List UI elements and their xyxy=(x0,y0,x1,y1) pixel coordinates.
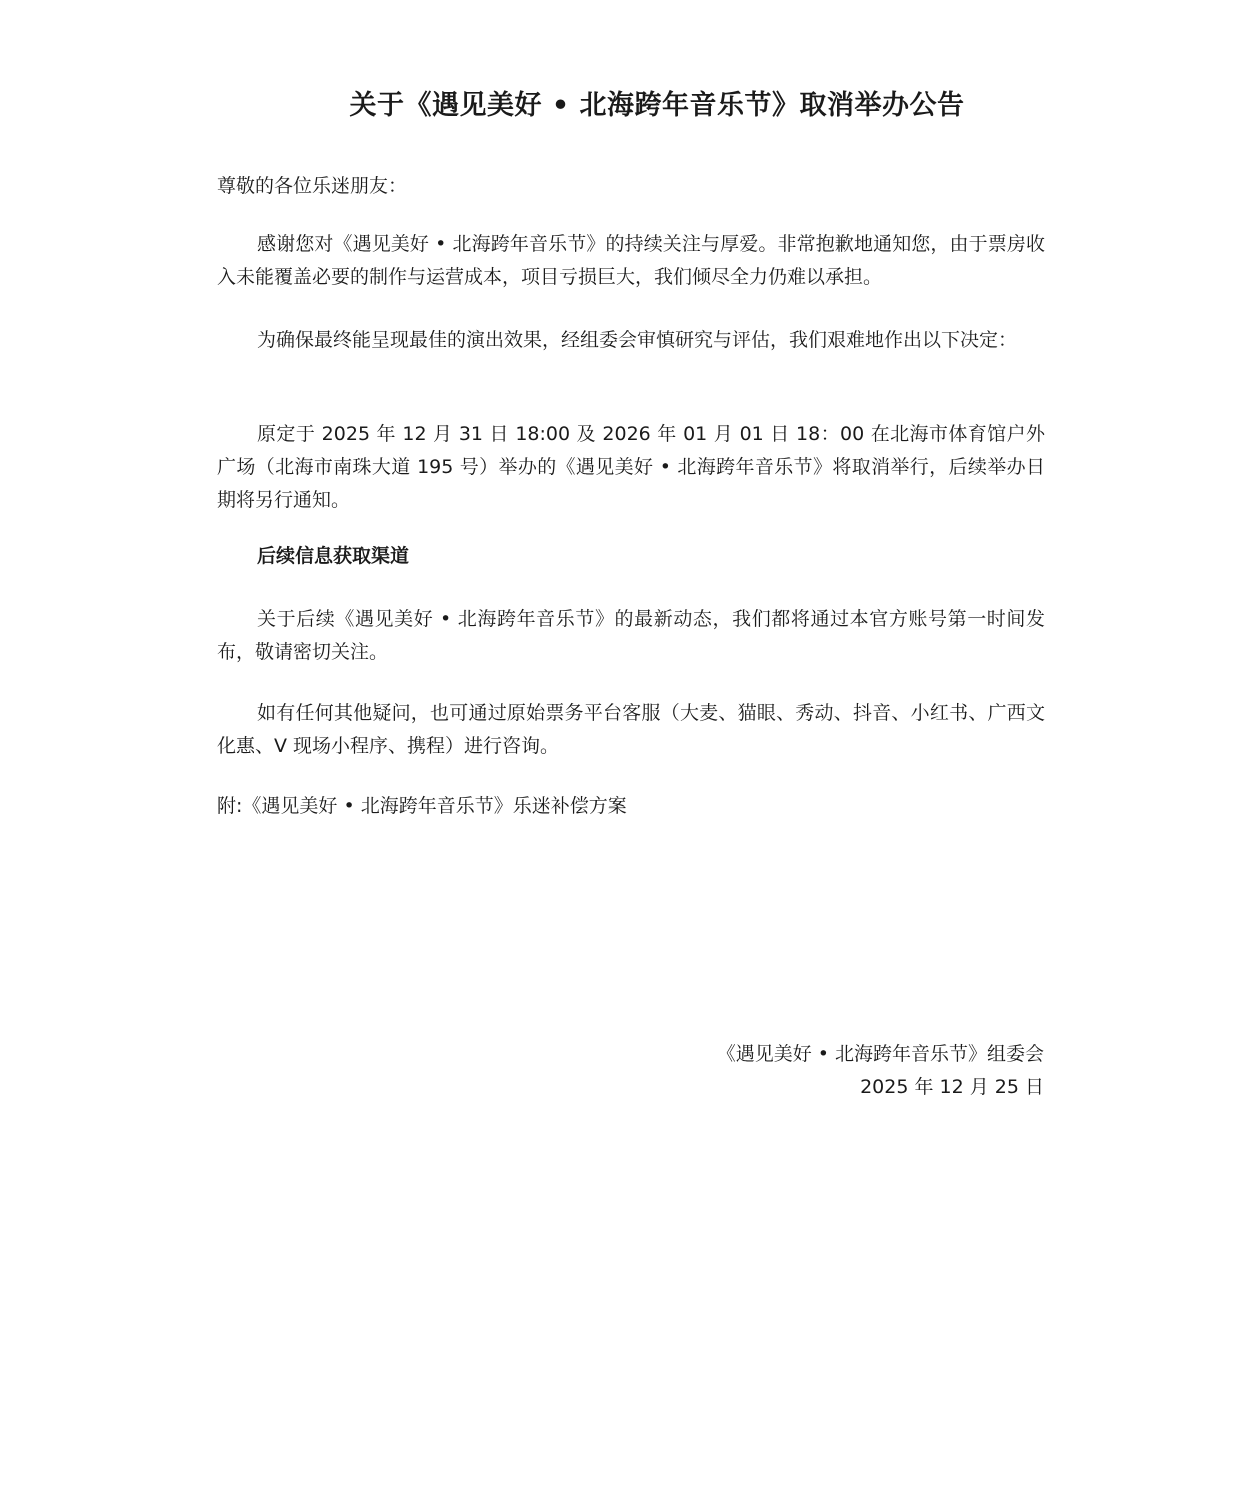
page-title: 关于《遇见美好 • 北海跨年音乐节》取消举办公告 xyxy=(349,90,965,121)
paragraph-thanks: 感谢您对《遇见美好 • 北海跨年音乐节》的持续关注与厚爱。非常抱歉地通知您，由于票房收入未能覆盖必要的制作与运营成本，项目亏损巨大，我们倾尽全力仍难以承担。 xyxy=(217,233,1045,288)
paragraph-updates: 关于后续《遇见美好 • 北海跨年音乐节》的最新动态，我们都将通过本官方账号第一时间发布，敬请密切关注。 xyxy=(217,608,1045,663)
section-heading-info-channels: 后续信息获取渠道 xyxy=(257,545,410,567)
paragraph-inquiries: 如有任何其他疑问，也可通过原始票务平台客服（大麦、猫眼、秀动、抖音、小红书、广西文化惠、V 现场小程序、携程）进行咨询。 xyxy=(217,702,1045,757)
salutation: 尊敬的各位乐迷朋友： xyxy=(217,175,408,197)
paragraph-decision-intro: 为确保最终能呈现最佳的演出效果，经组委会审慎研究与评估，我们艰难地作出以下决定： xyxy=(257,329,1018,351)
attachment-note: 附:《遇见美好 • 北海跨年音乐节》乐迷补偿方案 xyxy=(217,795,627,817)
signature-date: 2025 年 12 月 25 日 xyxy=(860,1076,1044,1098)
paragraph-cancellation: 原定于 2025 年 12 月 31 日 18:00 及 2026 年 01 月 01 日 18：00 在北海市体育馆户外广场（北海市南珠大道 195 号）举办的《遇见美好 • 北海跨年音乐节》将取消举行，后续举办日期将另行通知。 xyxy=(217,423,1045,511)
signature-organizer: 《遇见美好 • 北海跨年音乐节》组委会 xyxy=(716,1043,1044,1065)
signature-block xyxy=(717,1038,1044,1104)
